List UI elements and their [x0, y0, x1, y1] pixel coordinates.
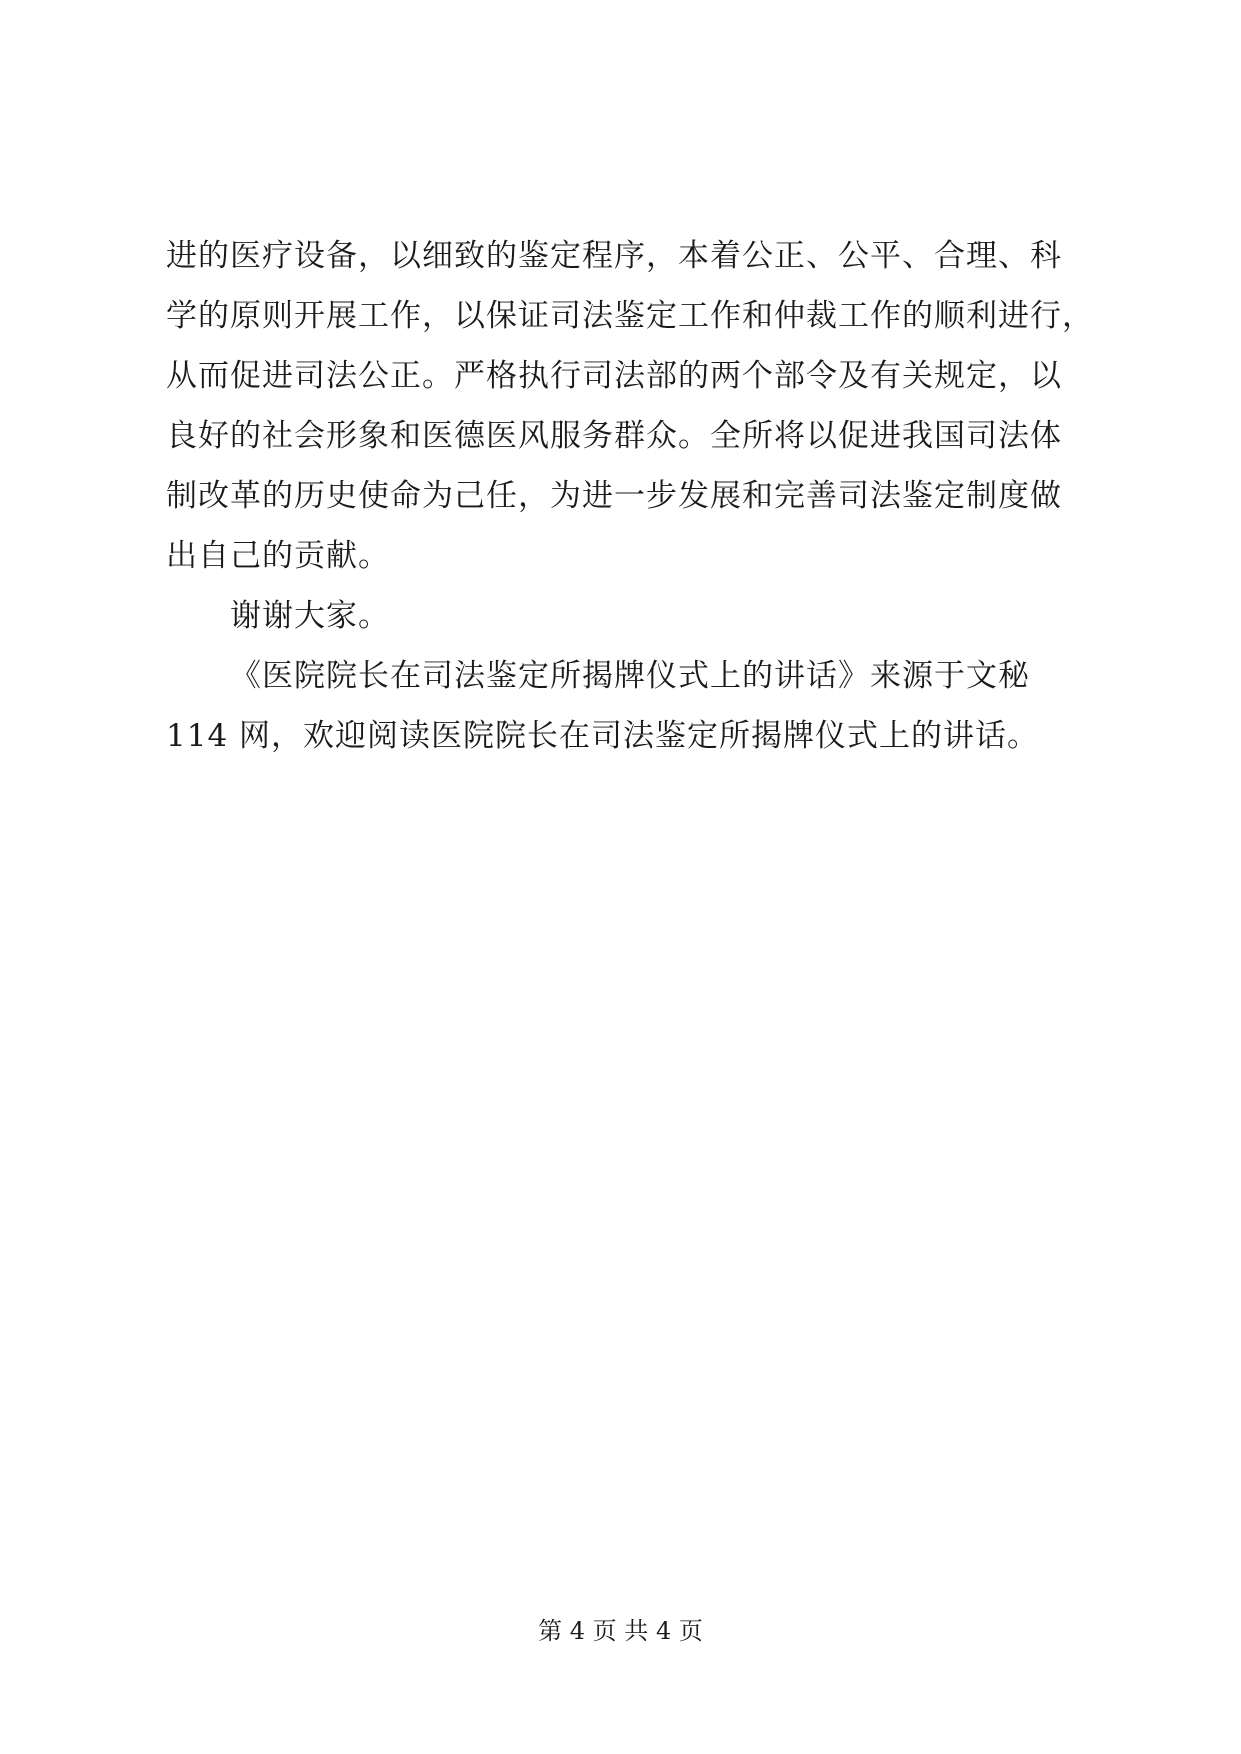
paragraph-line: 良好的社会形象和医德医风服务群众。全所将以促进我国司法体: [166, 418, 1062, 454]
paragraph-1: [166, 226, 1126, 586]
paragraph-line: 《医院院长在司法鉴定所揭牌仪式上的讲话》来源于文秘: [230, 658, 1030, 694]
paragraph-line: 出自己的贡献。: [166, 538, 390, 574]
paragraph-line: 制改革的历史使命为己任，为进一步发展和完善司法鉴定制度做: [166, 478, 1062, 514]
page-number-footer: 第 4 页 共 4 页: [538, 1617, 703, 1645]
paragraph-line: 从而促进司法公正。严格执行司法部的两个部令及有关规定，以: [166, 358, 1062, 394]
paragraph-2: [166, 586, 1126, 646]
paragraph-3: [166, 646, 1126, 766]
paragraph-line: 谢谢大家。: [230, 598, 390, 634]
paragraph-line: 学的原则开展工作，以保证司法鉴定工作和仲裁工作的顺利进行，: [166, 298, 1094, 334]
paragraph-line: 进的医疗设备，以细致的鉴定程序，本着公正、公平、合理、科: [166, 238, 1062, 274]
paragraph-line: 114 网，欢迎阅读医院院长在司法鉴定所揭牌仪式上的讲话。: [166, 718, 1040, 754]
document-body: [166, 226, 1126, 766]
